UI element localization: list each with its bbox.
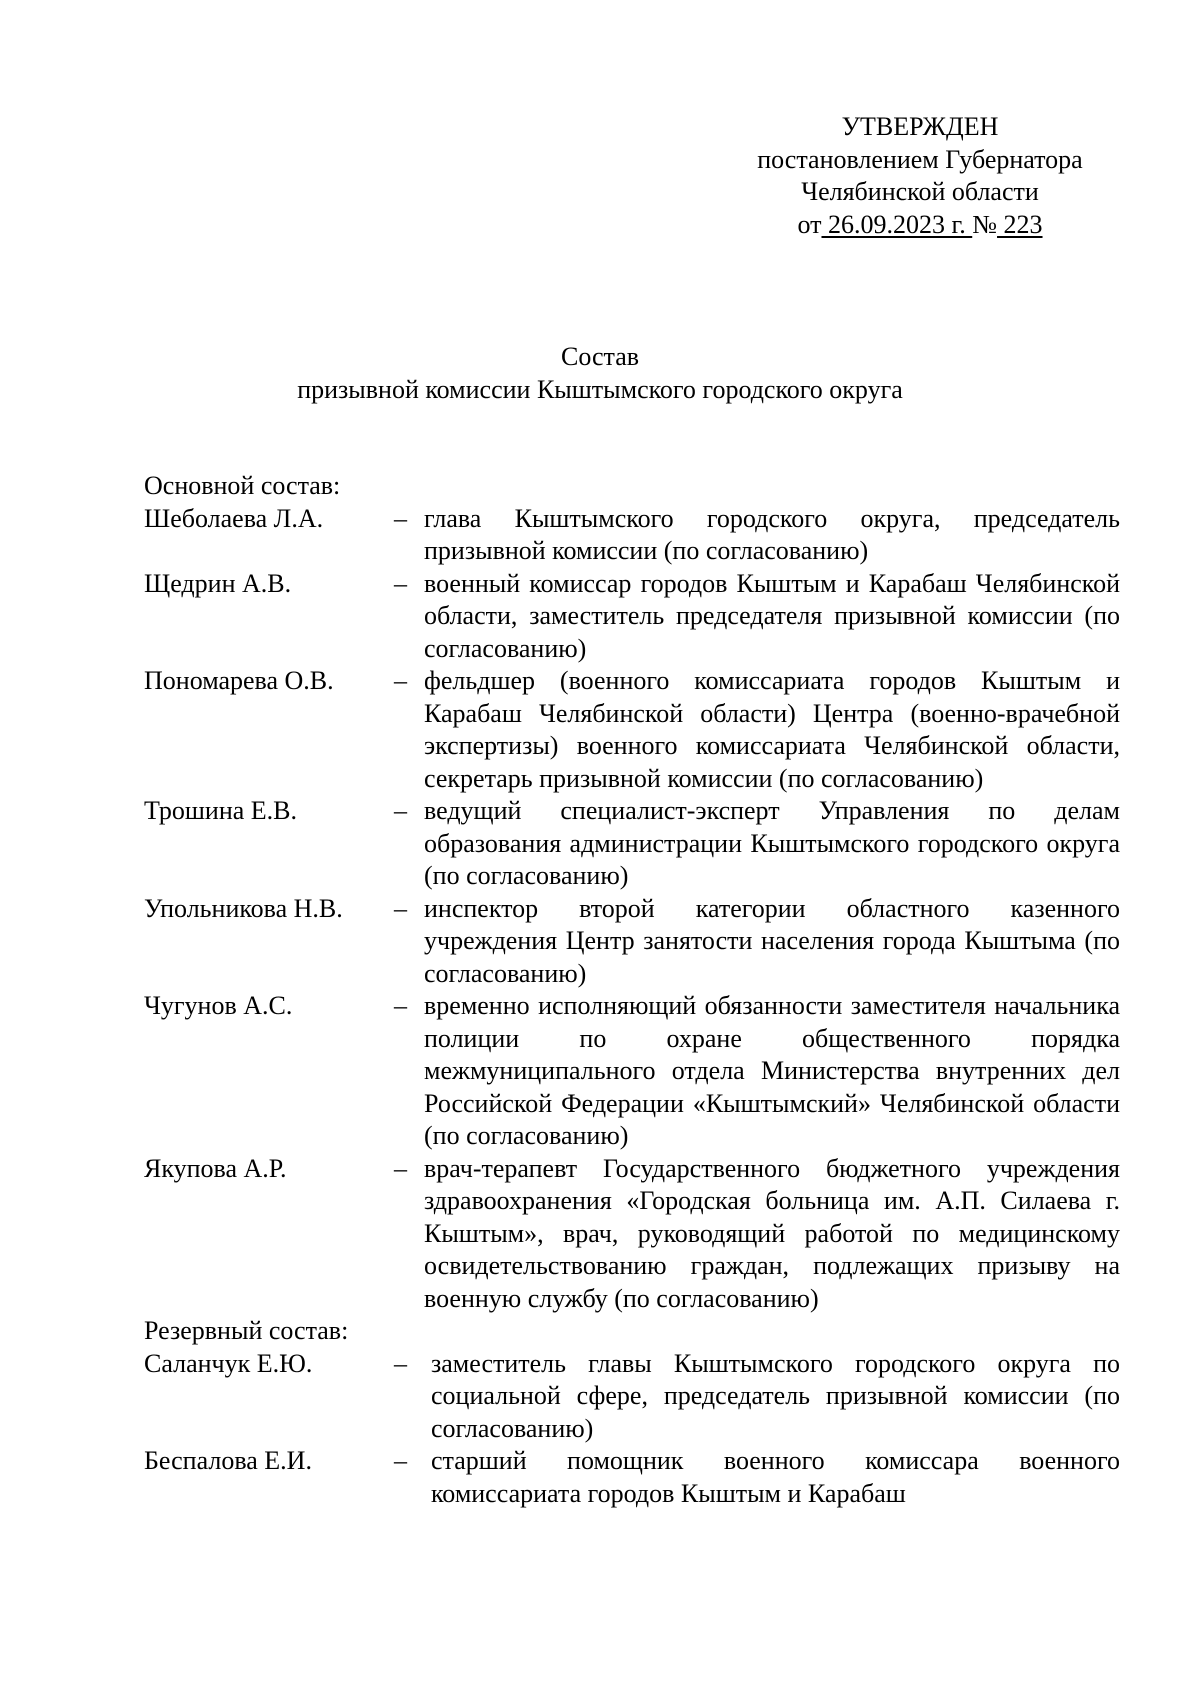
member-name: Пономарева О.В. — [144, 666, 334, 695]
dash-separator: – — [394, 796, 407, 825]
member-role: фельдшер (военного комиссариата городов Кыштым и Карабаш Челябинской области) Центра (военно-врачебной экспертизы) военного комиссариата Челябинской области, секретарь призывной комиссии (по согласованию) — [424, 666, 1120, 793]
member-name: Чугунов А.С. — [144, 991, 293, 1020]
approval-decree: постановлением Губернатора — [757, 144, 1083, 174]
approval-region: Челябинской области — [801, 177, 1039, 206]
title-line-2: призывной комиссии Кыштымского городского округа — [297, 374, 903, 404]
member-row — [144, 795, 1120, 893]
dash-separator: – — [394, 893, 407, 923]
approval-date-prefix: от — [797, 209, 822, 239]
member-row — [144, 665, 1120, 795]
member-row — [144, 990, 1120, 1153]
member-role: инспектор второй категории областного казенного учреждения Центр занятости населения города Кыштыма (по согласованию) — [424, 893, 1120, 988]
member-role: заместитель главы Кыштымского городского округа по социальной сфере, председатель призывной комиссии (по согласованию) — [431, 1348, 1120, 1443]
member-role: ведущий специалист-эксперт Управления по делам образования администрации Кыштымского городского округа (по согласованию) — [424, 796, 1120, 890]
member-row — [144, 503, 1120, 568]
dash-separator: – — [394, 991, 407, 1020]
member-row — [144, 893, 1120, 991]
approval-date: 26.09.2023 г. — [821, 209, 973, 239]
dash-separator: – — [394, 503, 407, 533]
reserve-section-heading: Резервный состав: — [144, 1316, 349, 1345]
approval-number: 223 — [997, 209, 1043, 239]
member-row — [144, 1445, 1120, 1510]
dash-separator: – — [394, 568, 407, 598]
commission-members — [144, 470, 1120, 1510]
approval-date-line — [710, 209, 1130, 242]
dash-separator: – — [394, 1153, 407, 1183]
main-section-heading: Основной состав: — [144, 471, 341, 500]
member-row — [144, 568, 1120, 666]
member-name: Трошина Е.В. — [144, 796, 298, 825]
approval-title: УТВЕРЖДЕН — [841, 112, 999, 141]
member-role: врач-терапевт Государственного бюджетного учреждения здравоохранения «Городская больница им. А.П. Силаева г. Кыштым», врач, руководящий работой по медицинскому освидетельствованию граждан, подлежащих призыву на военную службу (по согласованию) — [424, 1153, 1120, 1313]
dash-separator: – — [394, 666, 407, 695]
member-name: Шеболаева Л.А. — [144, 503, 324, 533]
member-name: Саланчук Е.Ю. — [144, 1348, 313, 1378]
title-line-1: Состав — [560, 342, 640, 371]
member-role: старший помощник военного комиссара военного комиссариата городов Кыштым и Карабаш — [431, 1446, 1120, 1508]
member-role: глава Кыштымского городского округа, председатель призывной комиссии (по согласованию) — [424, 503, 1120, 565]
approval-stamp — [710, 111, 1130, 241]
member-row — [144, 1153, 1120, 1316]
document-title — [0, 341, 1200, 406]
member-row — [144, 1348, 1120, 1446]
member-role: военный комиссар городов Кыштым и Карабаш Челябинской области, заместитель председателя призывной комиссии (по согласованию) — [424, 568, 1120, 663]
member-name: Беспалова Е.И. — [144, 1446, 312, 1475]
dash-separator: – — [394, 1348, 407, 1378]
approval-number-sign: № — [972, 209, 998, 239]
member-role: временно исполняющий обязанности заместителя начальника полиции по охране общественного порядка межмуниципального отдела Министерства внутренних дел Российской Федерации «Кыштымский» Челябинской области (по согласованию) — [424, 991, 1120, 1150]
member-name: Упольникова Н.В. — [144, 893, 343, 923]
member-name: Щедрин А.В. — [144, 568, 292, 598]
dash-separator: – — [394, 1446, 407, 1475]
member-name: Якупова А.Р. — [144, 1153, 287, 1183]
